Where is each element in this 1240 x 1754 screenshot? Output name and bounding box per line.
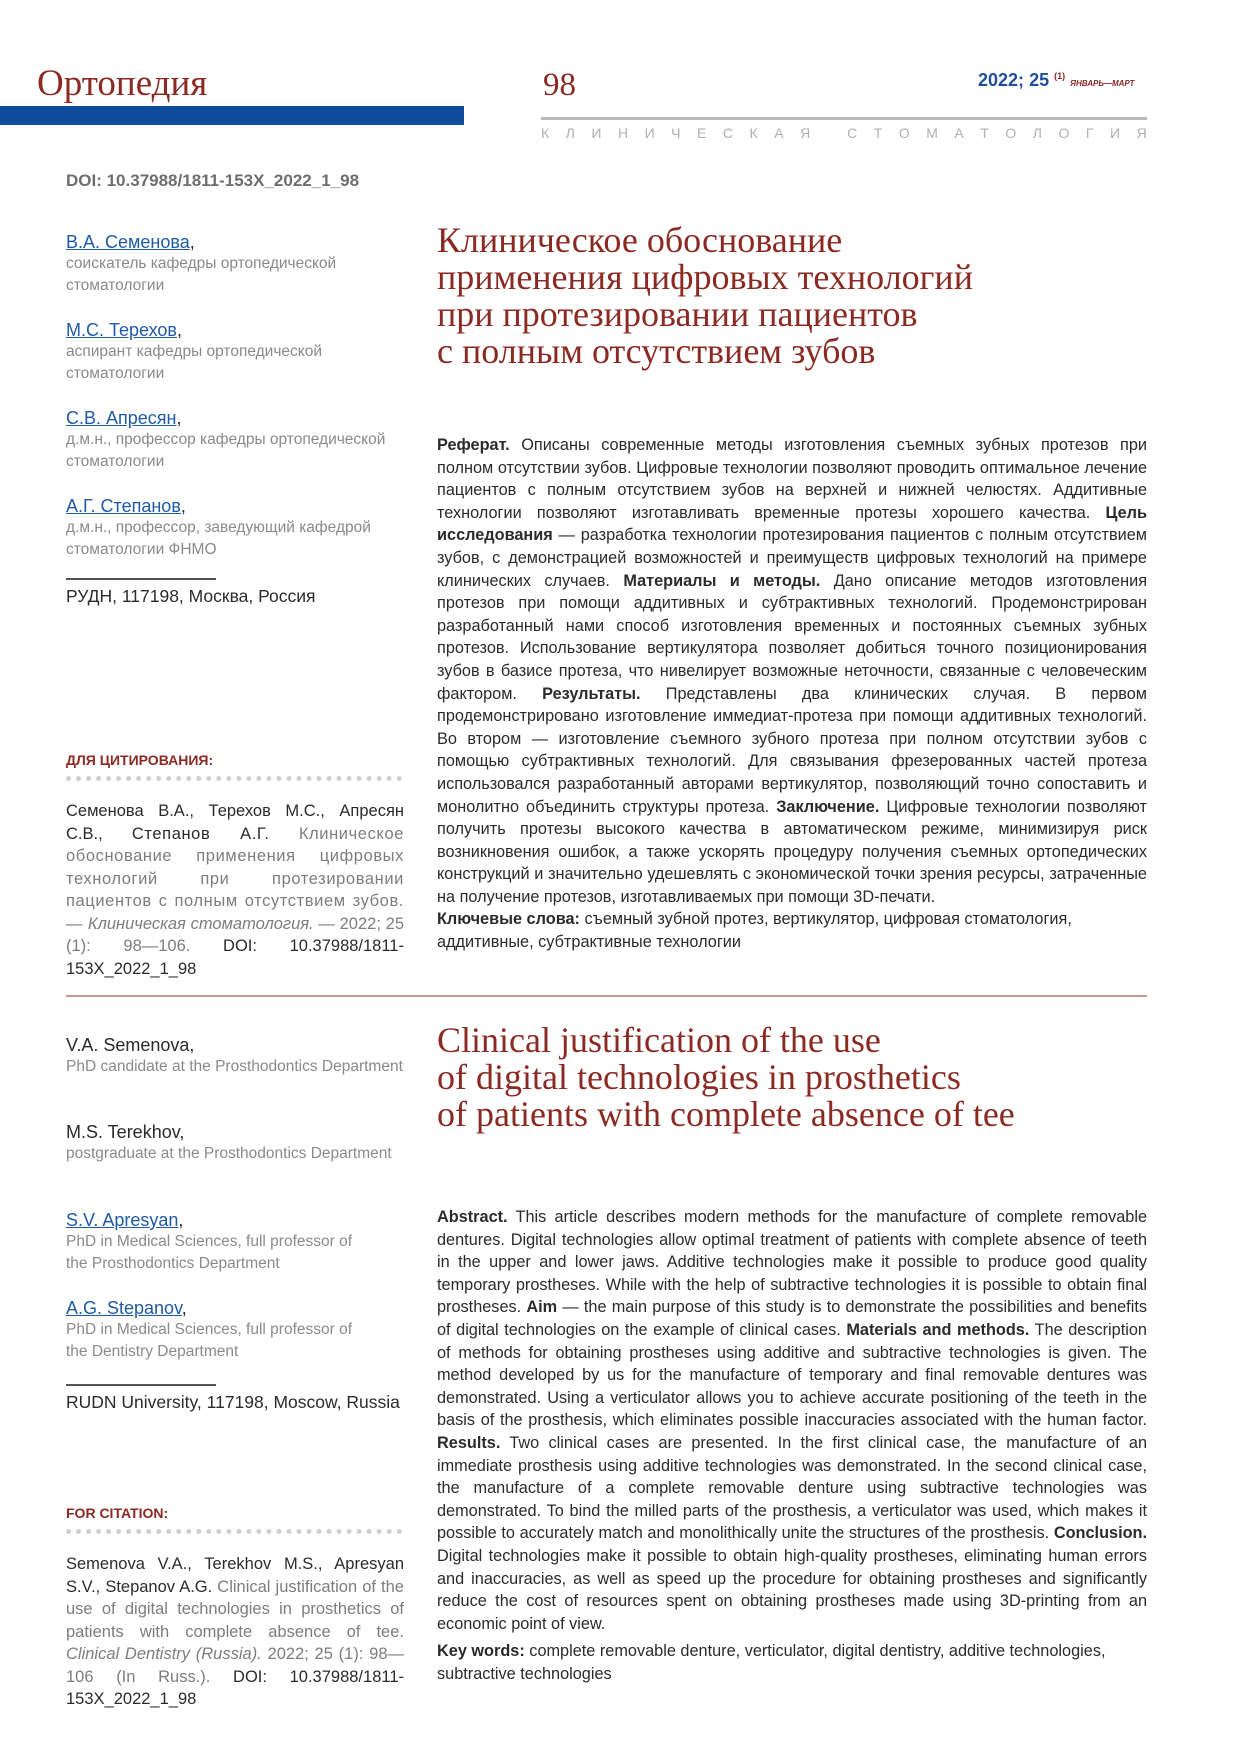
journal-name-letter: И xyxy=(644,125,655,141)
journal-name-letter: К xyxy=(749,125,758,141)
en-title-line: of digital technologies in prosthetics xyxy=(437,1057,961,1097)
ru-title-line: Клиническое обоснование xyxy=(437,220,843,260)
en-keywords-text: complete removable denture, verticulator, digital dentistry, additive technologies, subtractive technologies xyxy=(437,1642,1106,1683)
journal-name-letter: С xyxy=(847,125,858,141)
section-title: Ортопедия xyxy=(37,63,208,104)
en-abstract xyxy=(437,1206,1147,1635)
ru-author-3-link[interactable]: С.В. Апресян xyxy=(66,408,177,428)
ru-citation-heading: ДЛЯ ЦИТИРОВАНИЯ: xyxy=(66,752,214,768)
ru-cite-issue: — 2022; 25 (1): 98—106. xyxy=(66,914,404,955)
en-keywords xyxy=(437,1640,1147,1685)
journal-name-letter: О xyxy=(898,125,910,141)
section-bar xyxy=(0,106,464,125)
ru-organization: РУДН, 117198, Москва, Россия xyxy=(66,586,316,606)
journal-name-letter: Т xyxy=(873,125,883,141)
ru-abstract xyxy=(437,434,1147,908)
en-conclusion-label: Conclusion. xyxy=(1053,1524,1148,1543)
journal-name-letter: Л xyxy=(1032,125,1042,141)
ru-abstract-text: Представлены два клинических случая. В первом продемонстрировано изготовление иммедиат-протеза при помощи аддитивных технологий. Во втором — изготовление съемного зубного протеза при полном отсутствии зубов с помощью субтрактивных технологий. Для связывания фрезерованных частей протеза использовался разработанный авторами вертикулятор, позволяющий точно сопоставить и монолитно объединить структуры протеза. xyxy=(437,684,1147,816)
ru-author-4: А.Г. Степанов, д.м.н., профессор, заведующий кафедрой стоматологии ФНМО xyxy=(66,496,406,561)
ru-author-2: М.С. Терехов, аспирант кафедры ортопедической стоматологии xyxy=(66,320,406,385)
ru-abstract-text: Дано описание методов изготовления протезов при помощи аддитивных и субтрактивных технологий. Продемонстрирован разработанный нами способ изготовления временных и постоянных съемных зубных протезов. Использование вертикулятора позволяет добиться точного позиционирования зубов в базисе протеза, что нивелирует возможные неточности, связанные с человеческим фактором. xyxy=(437,571,1148,703)
ru-citation xyxy=(66,800,404,980)
ru-title-line: с полным отсутствием зубов xyxy=(437,331,876,371)
journal-name-letter: Е xyxy=(697,125,707,141)
ru-cite-authors: Семенова В.А., Терехов М.С., Апресян С.В., xyxy=(66,802,404,843)
en-author-4-affiliation: PhD in Medical Sciences, full professor of the Dentistry Department xyxy=(66,1321,353,1360)
ru-author-2-link[interactable]: М.С. Терехов xyxy=(66,320,177,340)
ru-keywords-label: Ключевые слова: xyxy=(437,910,580,928)
journal-name-letter: А xyxy=(774,125,784,141)
journal-name-letter xyxy=(827,125,831,141)
en-author-2-name: M.S. Terekhov, xyxy=(66,1122,185,1142)
issue-number: (1) xyxy=(1054,71,1066,81)
journal-name-letter: А xyxy=(954,125,964,141)
ru-author-2-affiliation: аспирант кафедры ортопедической стоматологии xyxy=(66,343,323,382)
en-author-1-name: V.A. Semenova, xyxy=(66,1035,195,1055)
en-author-3: S.V. Apresyan, PhD in Medical Sciences, full professor of the Prosthodontics Department xyxy=(66,1210,356,1275)
en-author-3-link[interactable]: S.V. Apresyan xyxy=(66,1210,179,1230)
journal-name-letter: Т xyxy=(980,125,989,141)
issue-months: ЯНВАРЬ—МАРТ xyxy=(1070,79,1135,88)
doi: DOI: 10.37988/1811-153X_2022_1_98 xyxy=(66,171,360,190)
en-org-rule xyxy=(66,1384,216,1386)
ru-abstract-text: Описаны современные методы изготовления съемных зубных протезов при полном отсутствии зубов. Цифровые технологии позволяют проводить оптимальное лечение пациентов с полным отсутствием зубов на верхней и нижней челюстях. Аддитивные технологии позволяют изготавливать временные протезы хорошего качества. xyxy=(437,436,1148,522)
en-abstract-text: This article describes modern methods for the manufacture of complete removable dentures. Digital technologies allow optimal treatment of patients with complete absence of teeth in the upper and lower jaws. Additive technologies make it possible to produce good quality temporary prostheses. While with the help of subtractive technologies it is possible to obtain final prostheses. xyxy=(437,1208,1148,1317)
ru-cite-journal: Клиническая стоматология. xyxy=(87,914,314,933)
journal-name-letter: Н xyxy=(617,125,629,141)
en-methods-label: Materials and methods. xyxy=(846,1320,1030,1339)
journal-name-letter: К xyxy=(541,125,550,141)
ru-abstract-text: Цифровые технологии позволяют получить протезы высокого качества в автоматическом режиме, минимизируя риск возникновения ошибок, а также ускорять процедуру получения съемных ортопедических конструкций и значительно удешевлять с экономической точки зрения ресурсы, затраченные на получение протезов, изготавливаемых при помощи 3D-печати. xyxy=(437,797,1147,906)
en-abstract-label: Abstract. xyxy=(437,1208,508,1226)
en-citation-dots xyxy=(66,1529,402,1534)
ru-author-1-affiliation: соискатель кафедры ортопедической стоматологии xyxy=(66,255,337,294)
en-author-4-link[interactable]: A.G. Stepanov xyxy=(66,1298,182,1318)
en-cite-journal: Clinical Dentistry (Russia). xyxy=(66,1645,262,1663)
en-abstract-text: Two clinical cases are presented. In the first clinical case, the manufacture of an immediate prosthesis using additive technologies was demonstrated. In the second clinical case, the manufacture of a complete removable denture using subtractive technologies was demonstrated. To bind the milled parts of the prosthesis, a verticulator was used, which makes it possible to accurately match and monolithically unite the structures of the prosthesis. xyxy=(437,1433,1148,1543)
ru-cite-doi: DOI: 10.37988/1811-153X_2022_1_98 xyxy=(66,937,404,978)
en-author-4: A.G. Stepanov, PhD in Medical Sciences, full professor of the Dentistry Department xyxy=(66,1298,356,1363)
journal-name-letter: Ч xyxy=(671,125,681,141)
ru-org-rule xyxy=(66,578,216,580)
ru-citation-dots xyxy=(66,776,402,781)
en-cite-authors: Semenova V.A., Terekhov M.S., Apresyan S.V., Stepanov A.G. xyxy=(66,1555,404,1596)
journal-name-letter: М xyxy=(926,125,938,141)
ru-abstract-text: — разработка технологии протезирования пациентов с полным отсутствием зубов, с демонстрацией возможностей и преимуществ цифровых технологий на примере клинических случаев. xyxy=(437,526,1148,590)
en-author-3-affiliation: PhD in Medical Sciences, full professor of the Prosthodontics Department xyxy=(66,1233,353,1272)
ru-author-1: В.А. Семенова, соискатель кафедры ортопедической стоматологии xyxy=(66,232,406,297)
ru-author-4-affiliation: д.м.н., профессор, заведующий кафедрой стоматологии ФНМО xyxy=(66,519,371,558)
en-author-2 xyxy=(66,1122,406,1165)
en-article-title xyxy=(437,1022,1157,1133)
journal-name-letter: Я xyxy=(1136,125,1147,141)
journal-name xyxy=(541,125,1147,141)
journal-name-letter: Я xyxy=(800,125,811,141)
journal-name-letter: Г xyxy=(1085,125,1094,141)
en-author-1-affiliation: PhD candidate at the Prosthodontics Department xyxy=(66,1058,403,1075)
header-rule xyxy=(541,117,1147,120)
journal-name-letter: О xyxy=(1058,125,1070,141)
journal-name-letter: Л xyxy=(565,125,575,141)
en-aim-label: Aim xyxy=(526,1298,558,1317)
ru-author-3-affiliation: д.м.н., профессор кафедры ортопедической стоматологии xyxy=(66,431,386,470)
ru-title-line: применения цифровых технологий xyxy=(437,257,973,297)
ru-cite-title: Клиническое обоснование применения цифровых технологий при протезировании пациентов с полным отсутствием зубов. — xyxy=(66,824,404,933)
ru-conclusion-label: Заключение. xyxy=(776,797,880,816)
ru-abstract-label: Реферат. xyxy=(437,436,510,454)
journal-name-letter: О xyxy=(1005,125,1017,141)
en-author-1 xyxy=(66,1035,406,1078)
en-abstract-text: Digital technologies make it possible to obtain high-quality prostheses, eliminating human errors and inaccuracies, as well as speed up the procedure for obtaining prostheses and significantly reduce the cost of resources spent on obtaining prostheses made using 3D-printing from an economic point of view. xyxy=(437,1546,1147,1633)
en-abstract-text: — the main purpose of this study is to demonstrate the possibilities and benefits of digital technologies on the example of clinical cases. xyxy=(437,1298,1147,1339)
en-keywords-label: Key words: xyxy=(437,1642,525,1660)
issue-info xyxy=(978,70,1134,91)
journal-name-letter: И xyxy=(1109,125,1121,141)
en-citation xyxy=(66,1553,404,1711)
en-cite-issue: 2022; 25 (1): 98—106 (In Russ.). xyxy=(66,1645,404,1686)
en-title-line: of patients with complete absence of tee xyxy=(437,1094,1015,1134)
ru-aim-label: Цель исследования xyxy=(437,503,1147,545)
en-results-label: Results. xyxy=(437,1433,501,1452)
journal-name-letter: С xyxy=(722,125,734,141)
ru-cite-author-last: Степанов А.Г. xyxy=(131,824,270,843)
en-title-line: Clinical justification of the use xyxy=(437,1020,881,1060)
page-number: 98 xyxy=(543,67,576,103)
en-cite-title: Clinical justification of the use of digital technologies in prosthetics of patients with complete absence of tee. xyxy=(66,1577,404,1641)
ru-keywords-text: съемный зубной протез, вертикулятор, цифровая стоматология, аддитивные, субтрактивные технологии xyxy=(437,910,1072,951)
journal-name-letter: И xyxy=(591,125,602,141)
language-divider xyxy=(66,995,1147,997)
issue-year: 2022; xyxy=(978,70,1025,90)
ru-methods-label: Материалы и методы. xyxy=(623,571,821,590)
ru-keywords xyxy=(437,908,1147,953)
en-organization: RUDN University, 117198, Moscow, Russia xyxy=(66,1392,400,1412)
en-abstract-text: The description of methods for obtaining prostheses using additive and subtractive technologies is given. The method developed by us for the manufacture of temporary and final removable dentures was demonstrated. Using a verticulator allows you to achieve accurate positioning of the teeth in the basis of the prosthesis, which eliminates possible inaccuracies associated with the human factor. xyxy=(437,1320,1147,1430)
ru-results-label: Результаты. xyxy=(542,684,641,703)
ru-author-3: С.В. Апресян, д.м.н., профессор кафедры ортопедической стоматологии xyxy=(66,408,406,473)
ru-title-line: при протезировании пациентов xyxy=(437,294,918,334)
en-author-2-affiliation: postgraduate at the Prosthodontics Department xyxy=(66,1145,392,1162)
issue-volume: 25 xyxy=(1029,70,1050,90)
ru-author-4-link[interactable]: А.Г. Степанов xyxy=(66,496,181,516)
ru-author-1-link[interactable]: В.А. Семенова xyxy=(66,232,190,252)
ru-article-title xyxy=(437,222,1157,370)
en-cite-doi: DOI: 10.37988/1811-153X_2022_1_98 xyxy=(66,1667,404,1708)
en-citation-heading: FOR CITATION: xyxy=(66,1505,169,1521)
